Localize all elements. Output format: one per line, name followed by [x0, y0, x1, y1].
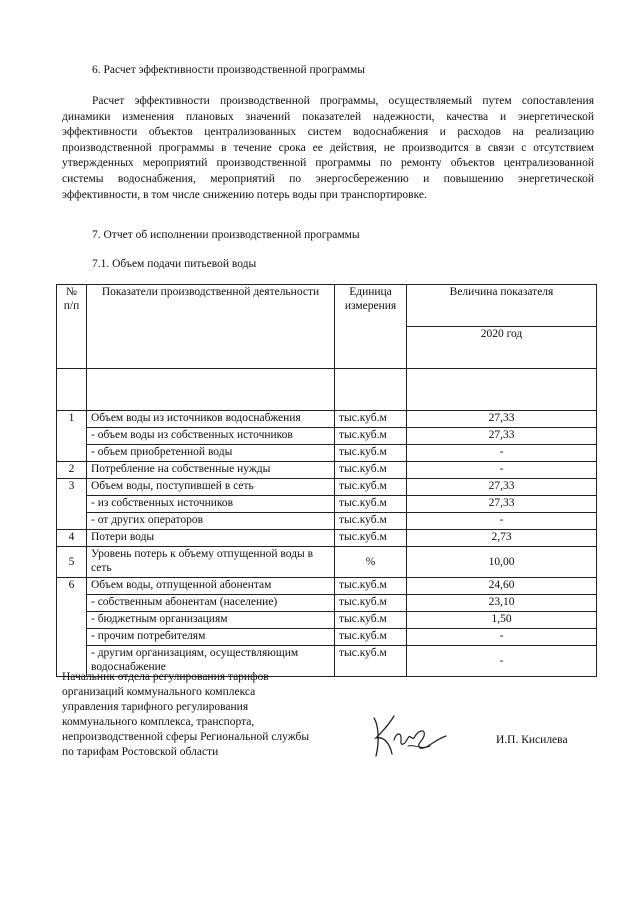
header-indicator: Показатели производственной деятельности — [87, 285, 335, 369]
row-num: 4 — [57, 530, 87, 547]
header-unit: Единица измерения — [335, 285, 407, 369]
table-row — [57, 578, 597, 595]
row-name: - от других операторов — [87, 513, 335, 530]
row-unit: тыс.куб.м — [335, 462, 407, 479]
table-row — [57, 428, 597, 445]
table-row — [57, 629, 597, 646]
row-value: 10,00 — [407, 547, 597, 578]
row-num: 2 — [57, 462, 87, 479]
row-value: 27,33 — [407, 411, 597, 428]
table-row — [57, 411, 597, 428]
row-name: Объем воды из источников водоснабжения — [87, 411, 335, 428]
table-row — [57, 547, 597, 578]
row-num: 1 — [57, 411, 87, 462]
row-value: 1,50 — [407, 612, 597, 629]
row-value: - — [407, 513, 597, 530]
table-row — [57, 595, 597, 612]
row-name: - бюджетным организациям — [87, 612, 335, 629]
row-name: Потери воды — [87, 530, 335, 547]
row-num: 6 — [57, 578, 87, 677]
row-unit: тыс.куб.м — [335, 612, 407, 629]
row-name: - объем приобретенной воды — [87, 445, 335, 462]
signatory-name: И.П. Кисилева — [496, 734, 568, 746]
row-unit: тыс.куб.м — [335, 578, 407, 595]
header-year: 2020 год — [407, 327, 597, 369]
row-num: 3 — [57, 479, 87, 530]
row-value: - — [407, 462, 597, 479]
section-7-title: 7. Отчет об исполнении производственной программы — [92, 229, 360, 241]
table-row — [57, 530, 597, 547]
row-unit: тыс.куб.м — [335, 428, 407, 445]
table-row — [57, 513, 597, 530]
row-unit: тыс.куб.м — [335, 479, 407, 496]
section-6-title: 6. Расчет эффективности производственной программы — [92, 64, 366, 76]
row-value: - — [407, 629, 597, 646]
table-row — [57, 612, 597, 629]
table-row — [57, 496, 597, 513]
row-unit: тыс.куб.м — [335, 496, 407, 513]
row-name: - объем воды из собственных источников — [87, 428, 335, 445]
row-name: Уровень потерь к объему отпущенной воды в сеть — [87, 547, 335, 578]
header-value: Величина показателя — [407, 285, 597, 327]
table-row — [57, 479, 597, 496]
row-value: - — [407, 646, 597, 677]
row-name: Потребление на собственные нужды — [87, 462, 335, 479]
row-unit: тыс.куб.м — [335, 513, 407, 530]
water-supply-table — [56, 284, 597, 677]
row-unit: тыс.куб.м — [335, 445, 407, 462]
row-value: 27,33 — [407, 479, 597, 496]
row-unit: тыс.куб.м — [335, 629, 407, 646]
row-name: Объем воды, поступившей в сеть — [87, 479, 335, 496]
row-name: - собственным абонентам (население) — [87, 595, 335, 612]
table-row — [57, 445, 597, 462]
header-spacer-row — [57, 369, 597, 411]
handwritten-signature — [368, 710, 448, 762]
table-row — [57, 462, 597, 479]
row-value: - — [407, 445, 597, 462]
row-unit: тыс.куб.м — [335, 646, 407, 677]
row-unit: тыс.куб.м — [335, 411, 407, 428]
row-value: 24,60 — [407, 578, 597, 595]
section-6-paragraph: Расчет эффективности производственной программы, осуществляемый путем сопоставления динамики изменения плановых значений показателей надежности, качества и энергетической эффективности объектов централизованных систем водоснабжения и расходов на реализацию производственной программы в течение срока ее действия, не производится в связи с отсутствием утвержденных мероприятий производственной программы по ремонту объектов централизованной системы водоснабжения, мероприятий по энергосбережению и повышению энергетической эффективности, в том числе снижению потерь воды при транспортировке. — [62, 95, 594, 201]
row-value: 2,73 — [407, 530, 597, 547]
signatory-position: Начальник отдела регулирования тарифов организаций коммунального комплекса управления тарифного регулирования коммунального комплекса, транспорта, непроизводственной сферы Региональной службы по тарифам Ростовской области — [62, 671, 310, 758]
row-name: - другим организациям, осуществляющим водоснабжение — [87, 646, 335, 677]
row-name: - из собственных источников — [87, 496, 335, 513]
row-value: 27,33 — [407, 428, 597, 445]
row-name: - прочим потребителям — [87, 629, 335, 646]
row-value: 27,33 — [407, 496, 597, 513]
section-7-1-title: 7.1. Объем подачи питьевой воды — [92, 258, 257, 270]
row-unit: тыс.куб.м — [335, 530, 407, 547]
row-unit: % — [335, 547, 407, 578]
row-value: 23,10 — [407, 595, 597, 612]
row-name: Объем воды, отпущенной абонентам — [87, 578, 335, 595]
row-unit: тыс.куб.м — [335, 595, 407, 612]
row-num: 5 — [57, 547, 87, 578]
header-num: № п/п — [57, 285, 87, 369]
